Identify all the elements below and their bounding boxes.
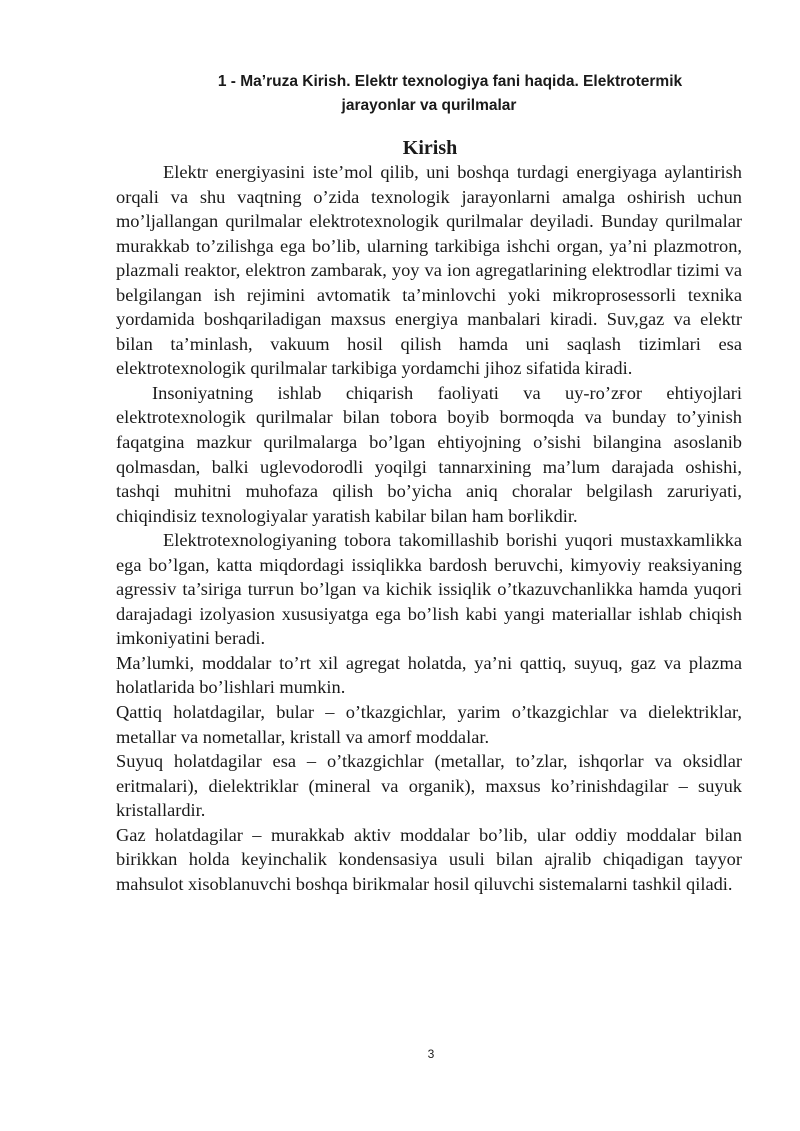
paragraph: Suyuq holatdagilar esa – o’tkazgichlar (metallar, to’zlar, ishqorlar va oksidlar eritmalari), dielektriklar (mineral va organik), maxsus ko’rinishdagilar – suyuk kristallardir. bbox=[116, 751, 742, 821]
heading-line-1: 1 - Ma’ruza Kirish. Elektr texnologiya fani haqida. Elektrotermik bbox=[217, 73, 683, 90]
paragraph: Insoniyatning ishlab chiqarish faoliyati va uy-ro’zғor ehtiyojlari elektrotexnologik qurilmalar bilan tobora boyib bormoqda va bunday to’yinish faqatgina mazkur qurilmalarga bo’lgan ehtiyojning o’sishi bilangina asoslanib qolmasdan, balki uglevodorodli yoqilgi tannarxining ma’lum darajada oshishi, tashqi muhitni muhofaza qilish bo’yicha aniq choralar belgilash zaruriyati, chiqindisiz texnologiyalar yaratish kabilar bilan ham boғlikdir. bbox=[116, 382, 742, 526]
paragraph: Elektrotexnologiyaning tobora takomillashib borishi yuqori mustaxkamlikka ega bo’lgan, katta miqdordagi issiqlikka bardosh beruvchi, kimyoviy reaksiyaning agressiv ta’siriga turғun bo’lgan va kichik issiqlik o’tkazuvchanlikka hamda yuqori darajadagi izolyasion xususiyatga ega bo’lish kabi yangi materiallar ishlab chiqish imkoniyatini beradi. bbox=[116, 530, 742, 649]
body-text bbox=[116, 160, 742, 896]
paragraph: Qattiq holatdagilar, bular – o’tkazgichlar, yarim o’tkazgichlar va dielektriklar, metallar va nometallar, kristall va amorf moddalar. bbox=[116, 702, 742, 747]
heading-line-2: jarayonlar va qurilmalar bbox=[341, 97, 517, 114]
lecture-heading bbox=[0, 70, 800, 118]
section-title: Kirish bbox=[402, 137, 458, 159]
page-number: 3 bbox=[427, 1047, 435, 1061]
paragraph: Ma’lumki, moddalar to’rt xil agregat holatda, ya’ni qattiq, suyuq, gaz va plazma holatlarida bo’lishlari mumkin. bbox=[116, 652, 742, 698]
paragraph: Elektr energiyasini iste’mol qilib, uni boshqa turdagi energiyaga aylantirish orqali va shu vaqtning o’zida texnologik jarayonlarni amalga oshirish uchun mo’ljallangan qurilmalar elektrotexnologik qurilmalar deyiladi. Bunday qurilmalar murakkab to’zilishga ega bo’lib, ularning tarkibiga ishchi organ, ya’ni plazmotron, plazmali reaktor, elektron zambarak, yoy va ion agregatlarining elektrodlar tizimi va belgilangan ish rejimini avtomatik ta’minlovchi yoki mikroprosessorli texnika yordamida boshqariladigan maxsus energiya manbalari kiradi. Suv,gaz va elektr bilan ta’minlash, vakuum hosil qilish hamda uni saqlash tizimlari esa elektrotexnologik qurilmalar tarkibiga yordamchi jihoz sifatida kiradi. bbox=[116, 162, 742, 379]
paragraph: Gaz holatdagilar – murakkab aktiv moddalar bo’lib, ular oddiy moddalar bilan birikkan holda keyinchalik kondensasiya usuli bilan ajralib chiqadigan tayyor mahsulot xisoblanuvchi boshqa birikmalar hosil qiluvchi sistemalarni tashkil qiladi. bbox=[116, 824, 742, 894]
